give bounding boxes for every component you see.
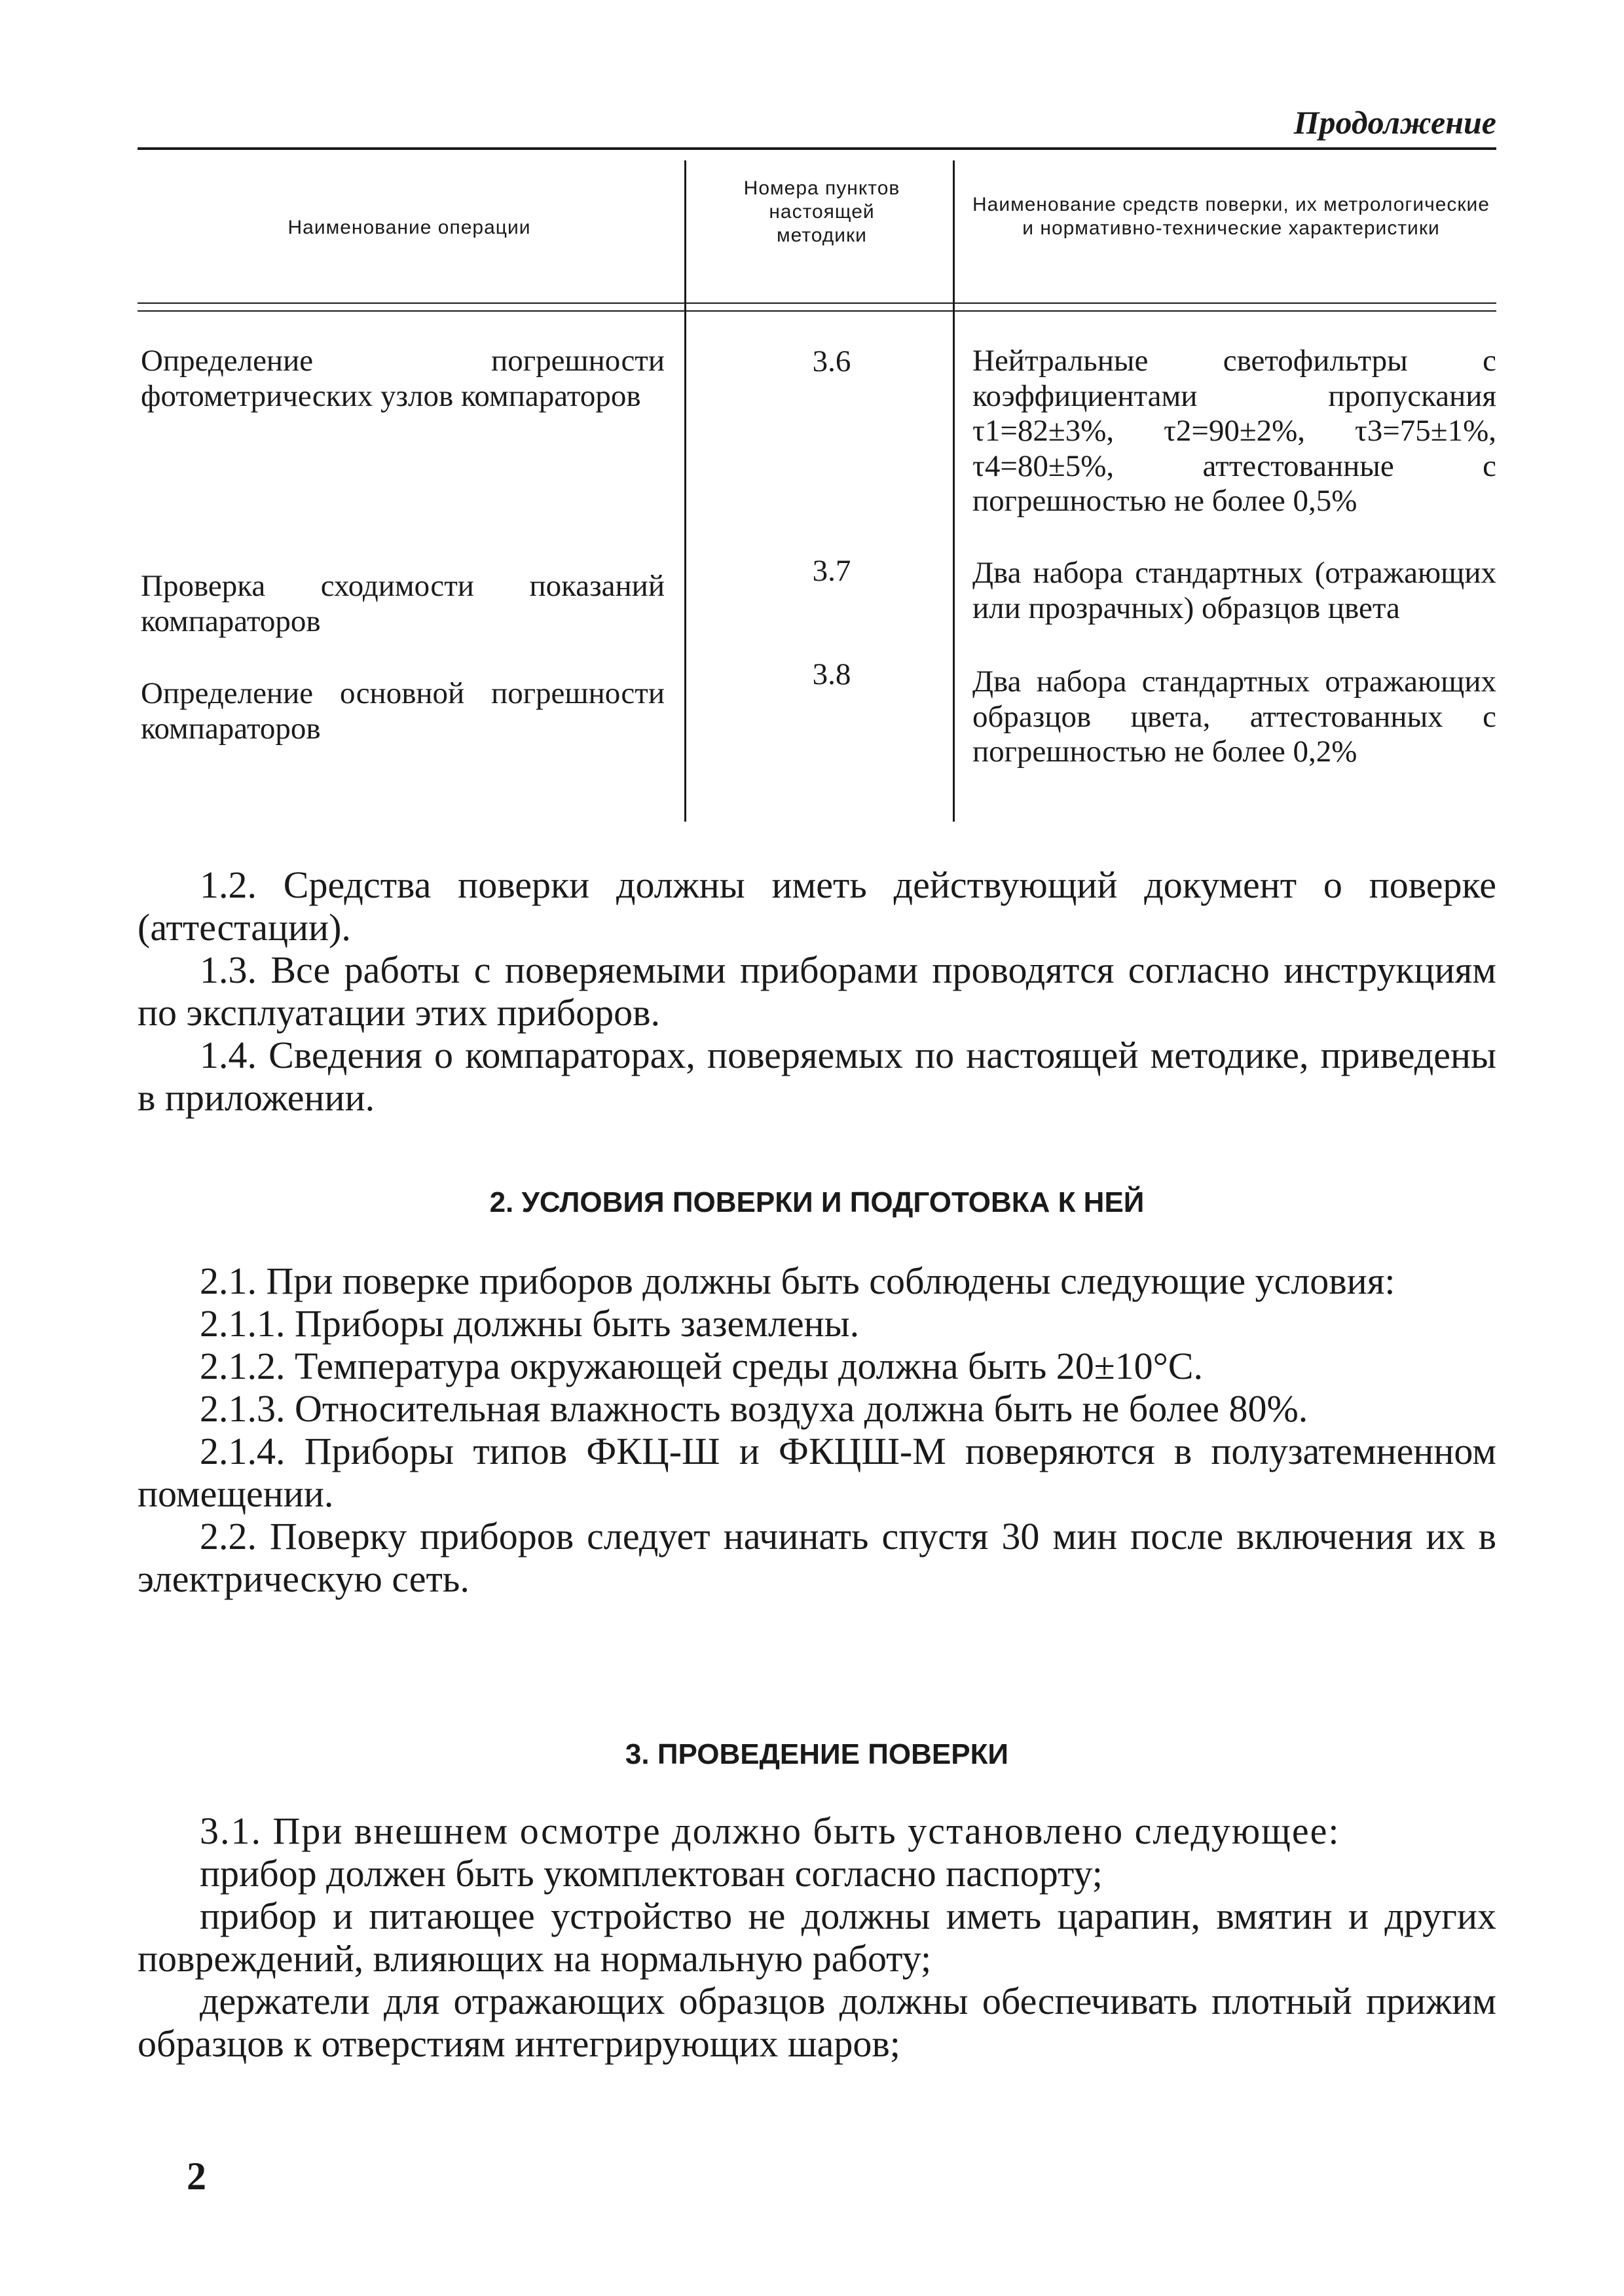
- table-cell-operation: Проверка сходимости показаний компараторов: [141, 569, 665, 638]
- paragraph: 2.1.3. Относительная влажность воздуха должна быть не более 80%.: [200, 1387, 1308, 1430]
- paragraph: держатели для отражающих образцов должны обеспечивать плотный прижим образцов к отверстиям интегрирующих шаров;: [138, 1979, 1496, 2065]
- table-cell-item: 3.6: [812, 344, 851, 378]
- paragraph: прибор должен быть укомплектован согласно паспорту;: [200, 1851, 1103, 1895]
- table-header-rule-1: [138, 302, 1496, 304]
- paragraph: 2.1. При поверке приборов должны быть соблюдены следующие условия:: [200, 1260, 1395, 1302]
- table-cell-operation: Определение основной погрешности компараторов: [141, 676, 665, 746]
- section-2-heading: 2. УСЛОВИЯ ПОВЕРКИ И ПОДГОТОВКА К НЕЙ: [489, 1186, 1145, 1218]
- paragraph: 1.3. Все работы с поверяемыми приборами проводятся согласно инструкциям по эксплуатации этих приборов.: [138, 948, 1496, 1034]
- paragraph: 2.1.2. Температура окружающей среды должна быть 20±10°С.: [200, 1344, 1203, 1387]
- paragraphs-section-3: [138, 1810, 1496, 2066]
- table-cell-item: 3.8: [812, 657, 851, 691]
- table-header-rule-2: [138, 310, 1496, 312]
- paragraph: 1.2. Средства поверки должны иметь действующий документ о поверке (аттестации).: [138, 864, 1496, 949]
- table-column-means: [972, 344, 1496, 779]
- paragraph: 2.1.4. Приборы типов ФКЦ-Ш и ФКЦШ-М поверяются в полузатемненном помещении.: [138, 1429, 1496, 1515]
- table-column-divider-1: [684, 160, 686, 822]
- table-cell-means: Два набора стандартных (отражающих или прозрачных) образцов цвета: [972, 556, 1496, 625]
- continuation-label: Продолжение: [1293, 104, 1496, 141]
- table-header-items: Номера пунктов настоящей методики: [743, 177, 900, 246]
- paragraphs-section-1: [138, 864, 1496, 1120]
- paragraph: 2.1.1. Приборы должны быть заземлены.: [200, 1302, 860, 1345]
- table-cell-item: 3.7: [812, 554, 851, 588]
- page-number: 2: [187, 2155, 206, 2198]
- paragraph: 2.2. Поверку приборов следует начинать спустя 30 мин после включения их в электрическую сеть.: [138, 1514, 1496, 1600]
- table-cell-means: Нейтральные светофильтры с коэффициентами пропускания τ1=82±3%, τ2=90±2%, τ3=75±1%, τ4=80±5%, аттестованные с погрешностью не более 0,5%: [972, 344, 1496, 519]
- section-3-heading: 3. ПРОВЕДЕНИЕ ПОВЕРКИ: [625, 1738, 1009, 1770]
- table-header-operation: Наименование операции: [287, 217, 531, 238]
- paragraph: 1.4. Сведения о компараторах, поверяемых по настоящей методике, приведены в приложении.: [138, 1033, 1496, 1119]
- table-top-rule: [138, 147, 1496, 150]
- table-cell-operation: Определение погрешности фотометрических узлов компараторов: [141, 344, 665, 413]
- paragraph: прибор и питающее устройство не должны иметь царапин, вмятин и других повреждений, влияющих на нормальную работу;: [138, 1894, 1496, 1980]
- table-cell-means: Два набора стандартных отражающих образцов цвета, аттестованных с погрешностью не более 0,2%: [972, 665, 1496, 769]
- table-header-means: Наименование средств поверки, их метрологические и нормативно-технические характеристики: [972, 194, 1490, 239]
- paragraphs-section-2: [138, 1260, 1496, 1601]
- paragraph: 3.1. При внешнем осмотре должно быть установлено следующее:: [200, 1810, 1340, 1852]
- table-column-operations: [141, 344, 665, 756]
- table-column-divider-2: [953, 160, 955, 822]
